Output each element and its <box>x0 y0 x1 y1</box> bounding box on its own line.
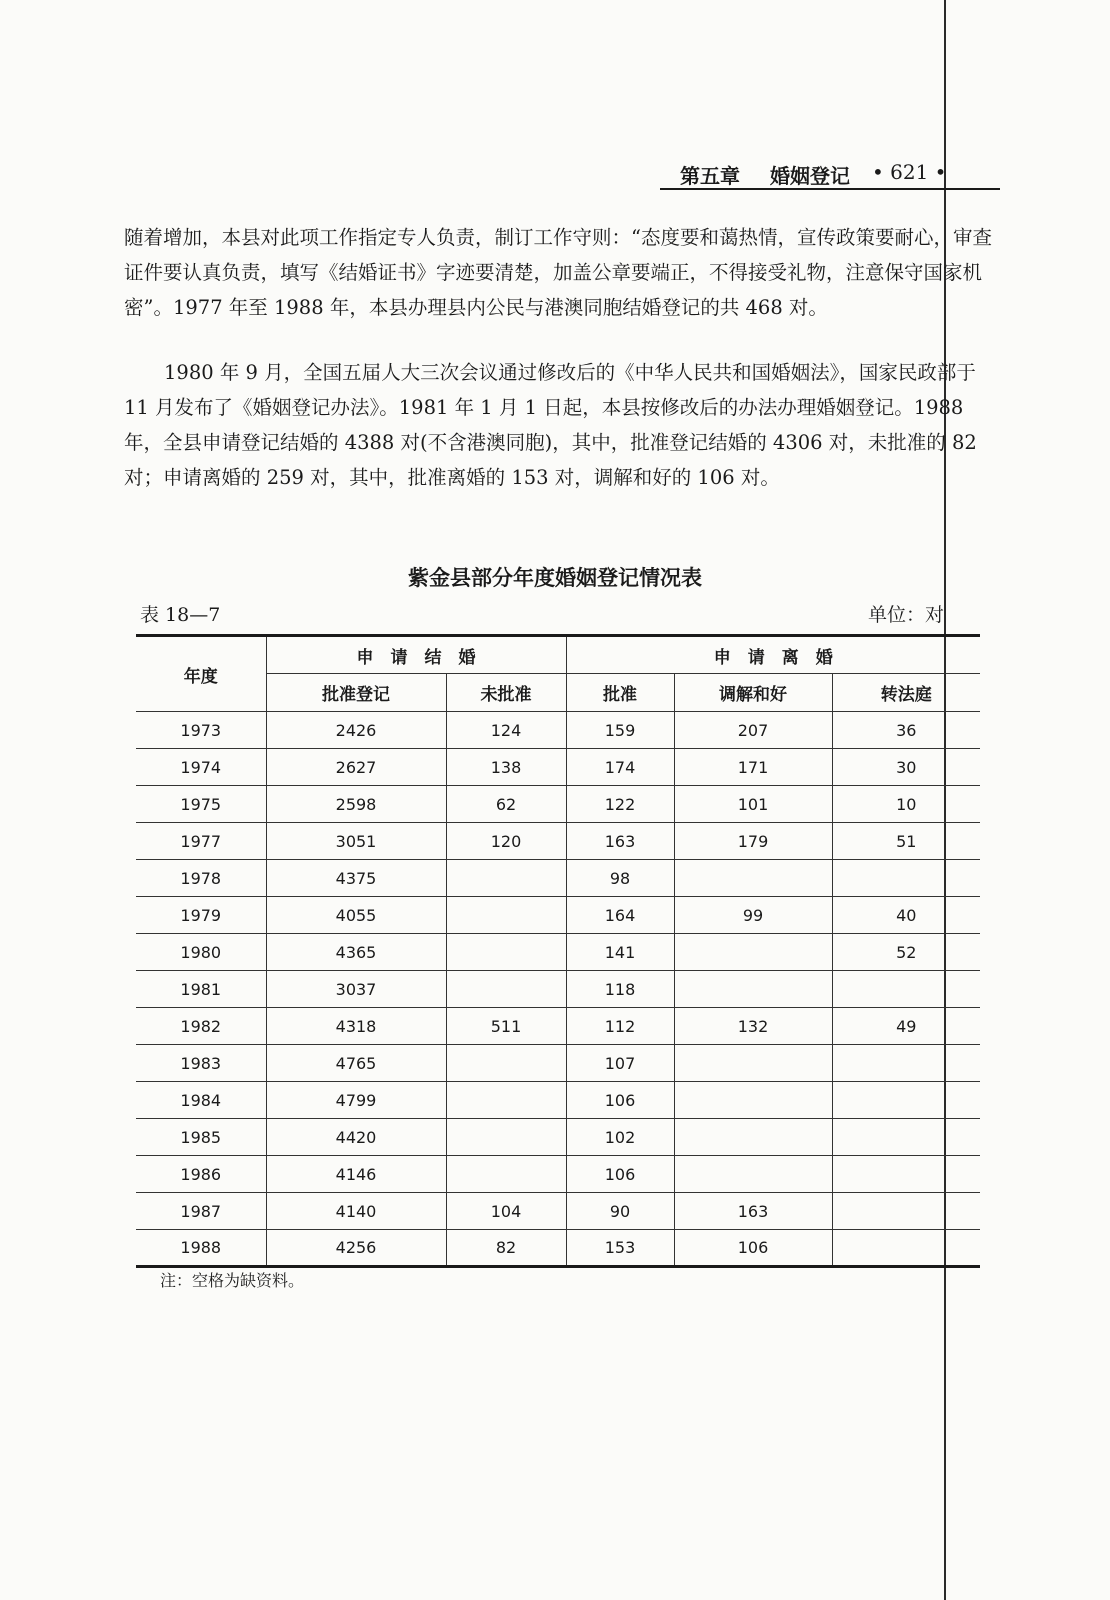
table-note: 注：空格为缺资料。 <box>160 1271 305 1290</box>
table-cell: 4318 <box>266 1008 446 1045</box>
table-cell <box>446 1156 566 1193</box>
year-cell: 1981 <box>136 971 266 1008</box>
table-number: 表 18—7 <box>140 604 221 626</box>
table-row <box>136 1156 980 1193</box>
paragraph-2: 1980 年 9 月，全国五届人大三次会议通过修改后的《中华人民共和国婚姻法》，国家民政部于 11 月发布了《婚姻登记办法》。1981 年 1 月 1 日起，本县按修改后的办法办理婚姻登记。1988 年，全县申请登记结婚的 4388 对(不含港澳同胞)，其中，批准登记结婚的 4306 对，未批准的 82 对；申请离婚的 259 对，其中，批准离婚的 153 对，调解和好的 106 对。 <box>124 361 977 489</box>
table-cell: 4375 <box>266 860 446 897</box>
table-row <box>136 1230 980 1267</box>
table-cell <box>832 1045 980 1082</box>
table-cell: 164 <box>566 897 674 934</box>
table-cell <box>446 934 566 971</box>
table-row <box>136 860 980 897</box>
table-title: 紫金县部分年度婚姻登记情况表 <box>408 566 702 590</box>
table-cell <box>832 1230 980 1267</box>
table-row <box>136 1119 980 1156</box>
chapter-title: 婚姻登记 <box>770 164 850 188</box>
table-cell <box>674 860 832 897</box>
table-cell <box>446 1082 566 1119</box>
year-cell: 1988 <box>136 1230 266 1267</box>
table-cell <box>832 1119 980 1156</box>
table-cell: 118 <box>566 971 674 1008</box>
table-cell: 104 <box>446 1193 566 1230</box>
table-cell <box>832 1156 980 1193</box>
table-cell: 3037 <box>266 971 446 1008</box>
table-cell: 82 <box>446 1230 566 1267</box>
year-header: 年度 <box>136 636 266 712</box>
table-row <box>136 712 980 749</box>
table-cell: 138 <box>446 749 566 786</box>
table-cell <box>446 860 566 897</box>
running-header <box>660 160 1000 190</box>
table-cell: 159 <box>566 712 674 749</box>
header-rule <box>660 188 1000 190</box>
table-cell: 511 <box>446 1008 566 1045</box>
table-cell: 4256 <box>266 1230 446 1267</box>
column-header-approved-registration: 批准登记 <box>266 674 446 712</box>
table-cell: 163 <box>566 823 674 860</box>
table-cell: 141 <box>566 934 674 971</box>
table-row <box>136 749 980 786</box>
year-cell: 1982 <box>136 1008 266 1045</box>
table-cell: 40 <box>832 897 980 934</box>
table-row <box>136 1193 980 1230</box>
column-header-transferred-court: 转法庭 <box>832 674 980 712</box>
table-cell: 51 <box>832 823 980 860</box>
table-row <box>136 823 980 860</box>
table-cell: 2598 <box>266 786 446 823</box>
table-cell: 174 <box>566 749 674 786</box>
table-cell: 122 <box>566 786 674 823</box>
year-cell: 1978 <box>136 860 266 897</box>
table-cell: 101 <box>674 786 832 823</box>
table-cell <box>446 1045 566 1082</box>
table-cell: 4146 <box>266 1156 446 1193</box>
table-cell: 2426 <box>266 712 446 749</box>
table-cell <box>446 971 566 1008</box>
table-cell: 90 <box>566 1193 674 1230</box>
year-cell: 1983 <box>136 1045 266 1082</box>
table-cell: 4765 <box>266 1045 446 1082</box>
table-cell: 132 <box>674 1008 832 1045</box>
table-cell: 171 <box>674 749 832 786</box>
column-header-mediated-reconciled: 调解和好 <box>674 674 832 712</box>
year-cell: 1987 <box>136 1193 266 1230</box>
table-cell: 4799 <box>266 1082 446 1119</box>
table-row <box>136 897 980 934</box>
table-cell: 106 <box>566 1156 674 1193</box>
table-cell: 99 <box>674 897 832 934</box>
table-row <box>136 786 980 823</box>
table-cell: 112 <box>566 1008 674 1045</box>
year-cell: 1975 <box>136 786 266 823</box>
table-cell: 62 <box>446 786 566 823</box>
table-row <box>136 971 980 1008</box>
year-cell: 1986 <box>136 1156 266 1193</box>
table-cell <box>674 1045 832 1082</box>
table-cell <box>674 1082 832 1119</box>
table-cell: 163 <box>674 1193 832 1230</box>
page-number: • 621 • <box>872 160 947 184</box>
table-row <box>136 934 980 971</box>
table-cell: 124 <box>446 712 566 749</box>
table-cell: 2627 <box>266 749 446 786</box>
table-cell: 4365 <box>266 934 446 971</box>
table-cell <box>832 971 980 1008</box>
table-cell: 52 <box>832 934 980 971</box>
table-cell <box>674 934 832 971</box>
table-row <box>136 1008 980 1045</box>
table-row <box>136 1045 980 1082</box>
table-cell <box>674 1156 832 1193</box>
table-cell: 153 <box>566 1230 674 1267</box>
table-unit: 单位：对 <box>868 604 945 626</box>
divorce-group-header: 申 请 离 婚 <box>566 636 980 674</box>
table-cell: 10 <box>832 786 980 823</box>
chapter-label: 第五章 <box>680 164 740 188</box>
year-cell: 1974 <box>136 749 266 786</box>
table-cell <box>832 1082 980 1119</box>
year-cell: 1980 <box>136 934 266 971</box>
year-cell: 1973 <box>136 712 266 749</box>
column-header-not-approved: 未批准 <box>446 674 566 712</box>
table-cell: 4420 <box>266 1119 446 1156</box>
table-cell: 49 <box>832 1008 980 1045</box>
table-cell <box>832 1193 980 1230</box>
table-cell <box>446 897 566 934</box>
year-cell: 1985 <box>136 1119 266 1156</box>
year-cell: 1984 <box>136 1082 266 1119</box>
table-cell: 120 <box>446 823 566 860</box>
table-cell: 36 <box>832 712 980 749</box>
table-cell <box>674 1119 832 1156</box>
table-cell <box>832 860 980 897</box>
table-cell: 30 <box>832 749 980 786</box>
paragraph-1: 随着增加，本县对此项工作指定专人负责，制订工作守则：“态度要和蔼热情，宣传政策要耐心，审查证件要认真负责，填写《结婚证书》字迹要清楚，加盖公章要端正，不得接受礼物，注意保守国家机密”。1977 年至 1988 年，本县办理县内公民与港澳同胞结婚登记的共 468 对。 <box>124 226 992 319</box>
table-cell <box>446 1119 566 1156</box>
table-cell: 107 <box>566 1045 674 1082</box>
table-cell: 106 <box>566 1082 674 1119</box>
year-cell: 1977 <box>136 823 266 860</box>
table-cell: 4140 <box>266 1193 446 1230</box>
table-cell <box>674 971 832 1008</box>
table-cell: 4055 <box>266 897 446 934</box>
table-cell: 102 <box>566 1119 674 1156</box>
table-cell: 179 <box>674 823 832 860</box>
table-cell: 98 <box>566 860 674 897</box>
year-cell: 1979 <box>136 897 266 934</box>
marriage-registration-table <box>136 634 980 1268</box>
table-cell: 3051 <box>266 823 446 860</box>
table-row <box>136 1082 980 1119</box>
table-cell: 106 <box>674 1230 832 1267</box>
table-cell: 207 <box>674 712 832 749</box>
marriage-group-header: 申 请 结 婚 <box>266 636 566 674</box>
column-header-divorce-approved: 批准 <box>566 674 674 712</box>
